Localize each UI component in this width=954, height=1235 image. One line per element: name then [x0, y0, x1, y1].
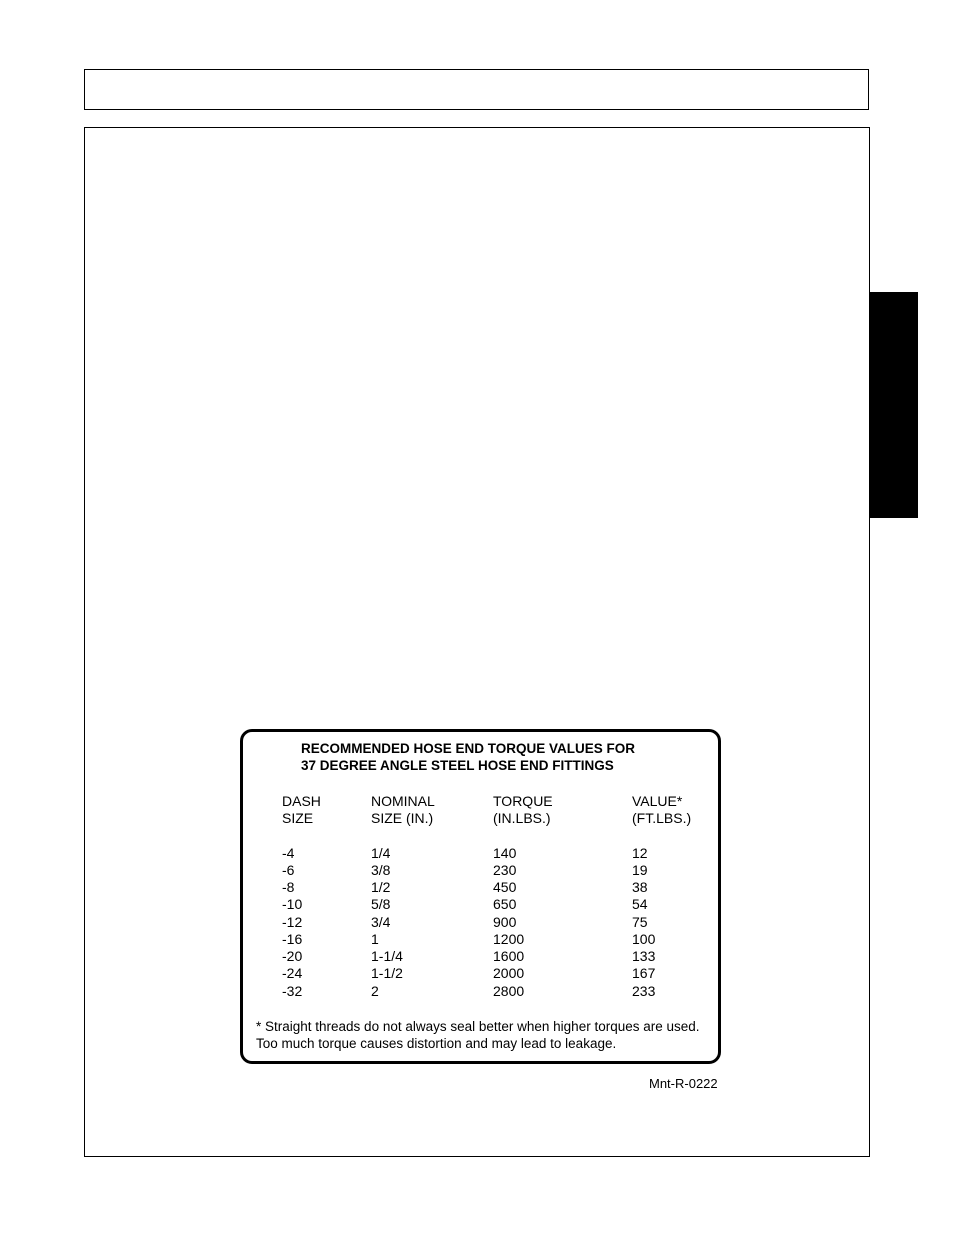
cell-torque-in-lbs: 2800	[493, 983, 525, 999]
cell-dash-size: -6	[282, 862, 295, 878]
cell-value-ft-lbs: 233	[632, 983, 656, 999]
cell-dash-size: -24	[282, 965, 303, 981]
torque-values-card	[240, 729, 721, 1064]
cell-value-ft-lbs: 133	[632, 948, 656, 964]
header-value-line2: (FT.LBS.)	[632, 810, 692, 826]
cell-nominal-size: 3/8	[371, 862, 391, 878]
cell-value-ft-lbs: 54	[632, 896, 648, 912]
cell-value-ft-lbs: 19	[632, 862, 648, 878]
cell-torque-in-lbs: 900	[493, 914, 517, 930]
cell-nominal-size: 3/4	[371, 914, 391, 930]
cell-nominal-size: 1-1/4	[371, 948, 403, 964]
card-title-line-2: 37 DEGREE ANGLE STEEL HOSE END FITTINGS	[301, 758, 614, 773]
cell-nominal-size: 1	[371, 931, 379, 947]
header-dash-size-line1: DASH	[282, 793, 321, 809]
cell-value-ft-lbs: 12	[632, 845, 648, 861]
cell-nominal-size: 2	[371, 983, 379, 999]
cell-dash-size: -12	[282, 914, 303, 930]
cell-value-ft-lbs: 38	[632, 879, 648, 895]
torque-footnote: * Straight threads do not always seal better when higher torques are used. Too much torque causes distortion and may lead to leakage.	[256, 1019, 700, 1051]
cell-value-ft-lbs: 75	[632, 914, 648, 930]
cell-torque-in-lbs: 140	[493, 845, 517, 861]
header-nominal-size-line2: SIZE (IN.)	[371, 810, 434, 826]
cell-nominal-size: 1-1/2	[371, 965, 403, 981]
document-reference-code: Mnt-R-0222	[649, 1076, 718, 1091]
header-nominal-size-line1: NOMINAL	[371, 793, 435, 809]
header-torque-line2: (IN.LBS.)	[493, 810, 551, 826]
cell-torque-in-lbs: 1600	[493, 948, 525, 964]
cell-dash-size: -16	[282, 931, 303, 947]
cell-value-ft-lbs: 100	[632, 931, 656, 947]
header-value-line1: VALUE*	[632, 793, 683, 809]
cell-dash-size: -10	[282, 896, 303, 912]
section-side-tab	[869, 292, 918, 518]
cell-torque-in-lbs: 1200	[493, 931, 525, 947]
cell-dash-size: -8	[282, 879, 295, 895]
cell-torque-in-lbs: 230	[493, 862, 517, 878]
cell-dash-size: -20	[282, 948, 303, 964]
cell-value-ft-lbs: 167	[632, 965, 656, 981]
header-torque-line1: TORQUE	[493, 793, 553, 809]
cell-nominal-size: 1/2	[371, 879, 391, 895]
card-title-line-1: RECOMMENDED HOSE END TORQUE VALUES FOR	[301, 741, 636, 756]
cell-dash-size: -4	[282, 845, 295, 861]
cell-torque-in-lbs: 450	[493, 879, 517, 895]
cell-nominal-size: 5/8	[371, 896, 391, 912]
cell-nominal-size: 1/4	[371, 845, 391, 861]
cell-torque-in-lbs: 2000	[493, 965, 525, 981]
cell-torque-in-lbs: 650	[493, 896, 517, 912]
header-dash-size-line2: SIZE	[282, 810, 314, 826]
cell-dash-size: -32	[282, 983, 303, 999]
page-header-box	[84, 69, 869, 110]
